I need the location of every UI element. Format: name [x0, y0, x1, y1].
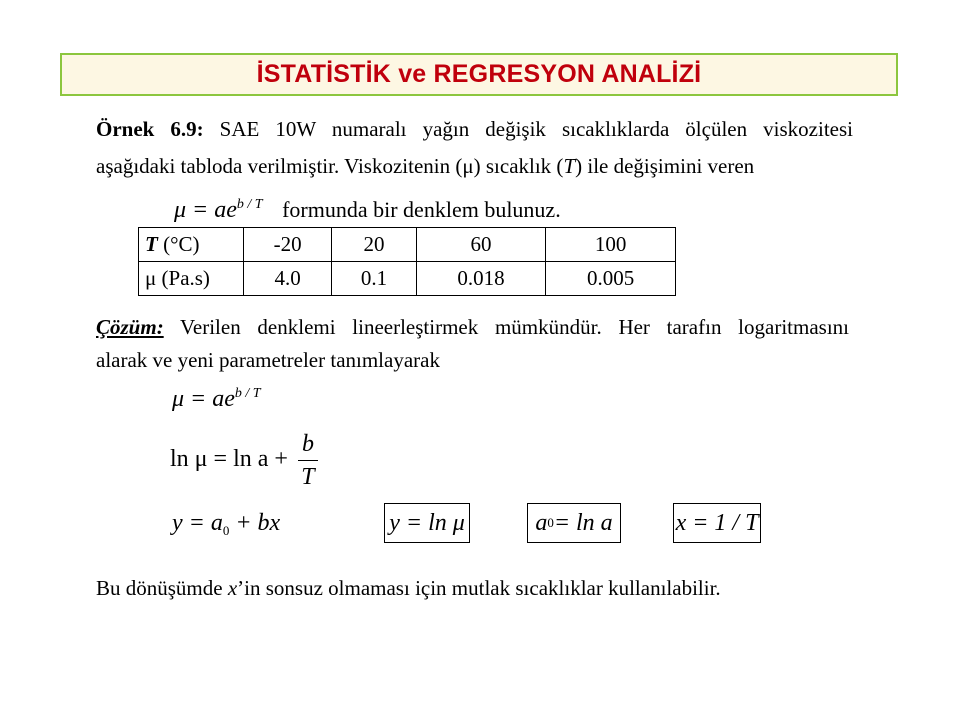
table-cell: 100	[546, 228, 676, 262]
data-table	[138, 227, 676, 296]
solution-text-1: Verilen denklemi lineerleştirmek mümkündür. Her tarafın logaritmasını	[180, 315, 849, 339]
table-cell: 0.005	[546, 262, 676, 296]
table-cell: 60	[416, 228, 546, 262]
formula-exponent: b / T	[236, 197, 263, 212]
equation-3: $y = a_0$ + bx	[172, 510, 281, 538]
example-text-1: SAE 10W numaralı yağın değişik sıcaklıklarda ölçülen viskozitesi	[219, 117, 853, 141]
table-cell: 4.0	[244, 262, 332, 296]
equation-1: $\mu = ae^{b / T}$	[172, 386, 261, 412]
example-formula-line	[174, 190, 561, 225]
row-header-T: T (°C)	[139, 228, 244, 262]
formula-tail: formunda bir denklem bulunuz.	[282, 197, 561, 222]
boxed-y-definition: y = ln μ	[384, 503, 470, 543]
row-header-mu: μ (Pa.s)	[139, 262, 244, 296]
boxed-x-definition: x = 1 / T	[673, 503, 761, 543]
table-row	[139, 228, 676, 262]
formula-mu: μ = ae	[174, 197, 237, 223]
equation-2-fraction: $\frac{b}{T}$	[298, 428, 318, 493]
solution-line-2: alarak ve yeni parametreler tanımlayarak	[96, 348, 440, 372]
example-label: Örnek 6.9:	[96, 117, 204, 141]
table-cell: -20	[244, 228, 332, 262]
equation-2: ln μ = ln a + $\frac{b}{T}$	[170, 428, 318, 493]
solution-label: Çözüm:	[96, 315, 164, 339]
table-cell: 20	[332, 228, 416, 262]
title-banner	[60, 53, 898, 96]
footer-note: Bu dönüşümde x’in sonsuz olmaması için mutlak sıcaklıklar kullanılabilir.	[96, 576, 721, 600]
page-title: İSTATİSTİK ve REGRESYON ANALİZİ	[256, 60, 702, 88]
example-line-2: aşağıdaki tabloda verilmiştir. Viskozitenin (μ) sıcaklık (T) ile değişimini veren	[96, 154, 755, 178]
table-row	[139, 262, 676, 296]
example-line-1	[96, 115, 853, 144]
table-cell: 0.018	[416, 262, 546, 296]
boxed-a0-definition: a 0 = ln a	[527, 503, 621, 543]
solution-line-1	[96, 313, 849, 342]
table-cell: 0.1	[332, 262, 416, 296]
